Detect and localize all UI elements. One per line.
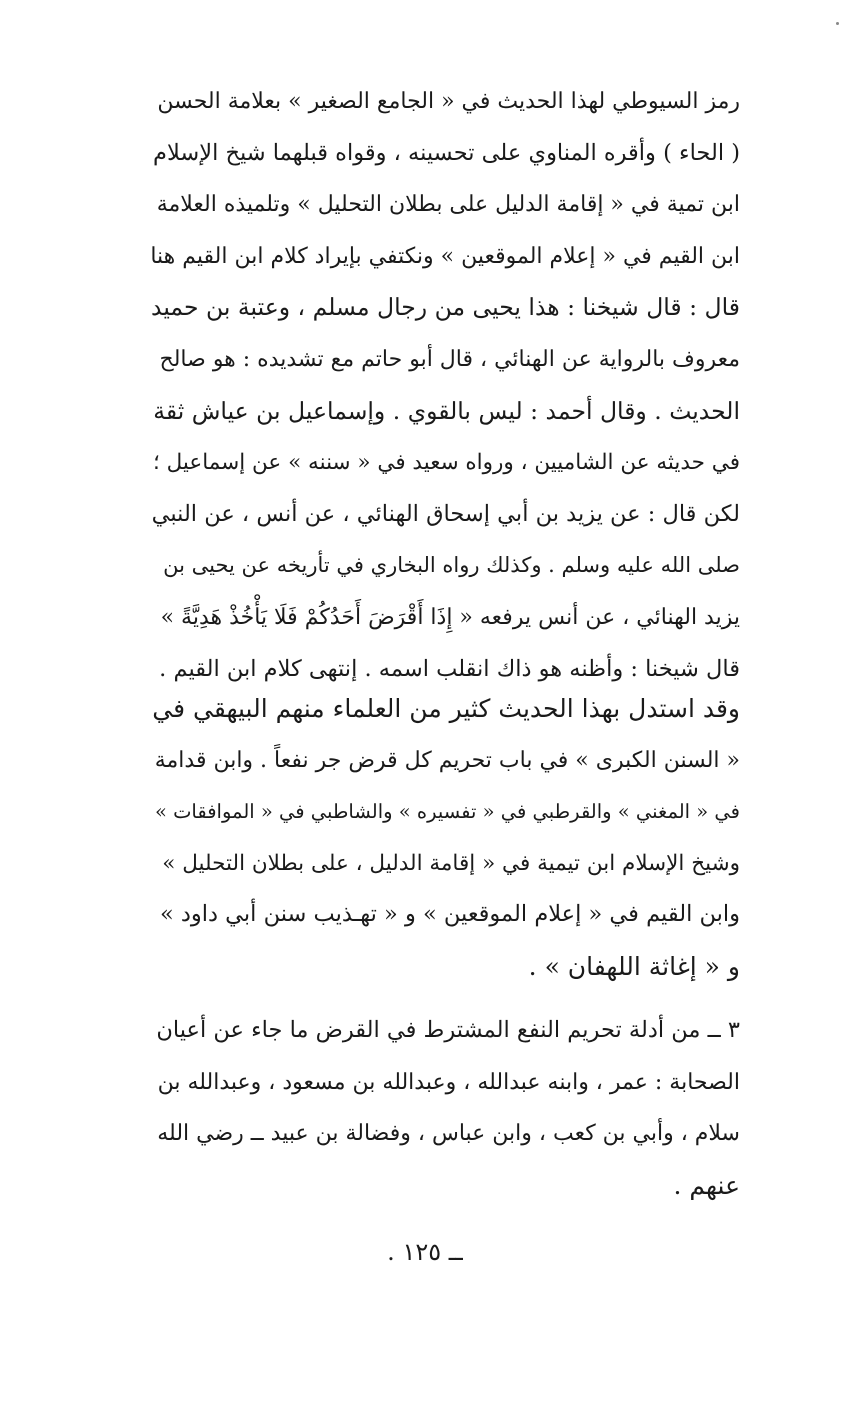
text-line: ( الحاء ) وأقره المناوي على تحسينه ، وقواه قبلهما شيخ الإسلام — [153, 139, 740, 166]
text-line: يزيد الهنائي ، عن أنس يرفعه « إِذَا أَقْرَضَ أَحَدُكُمْ فَلَا يَأْخُذْ هَدِيَّةً » — [160, 604, 740, 630]
text-line: ابن تمية في « إقامة الدليل على بطلان التحليل » وتلميذه العلامة — [156, 192, 740, 218]
text-line: الحديث . وقال أحمد : ليس بالقوي . وإسماعيل بن عياش ثقة — [153, 396, 740, 425]
text-line: رمز السيوطي لهذا الحديث في « الجامع الصغير » بعلامة الحسن — [157, 89, 740, 114]
text-line: في « المغني » والقرطبي في « تفسيره » والشاطبي في « الموافقات » — [154, 800, 740, 824]
text-line: صلى الله عليه وسلم . وكذلك رواه البخاري في تأريخه عن يحيى بن — [163, 553, 740, 578]
text-line: في حديثه عن الشاميين ، ورواه سعيد في « سننه » عن إسماعيل ؛ — [152, 450, 740, 476]
paragraph-2 — [150, 683, 740, 993]
scan-speck — [836, 22, 839, 25]
text-line: قال شيخنا : وأظنه هو ذاك انقلب اسمه . إنتهى كلام ابن القيم . — [159, 655, 740, 682]
paragraph-3 — [150, 1005, 740, 1211]
text-line: معروف بالرواية عن الهنائي ، قال أبو حاتم مع تشديده : هو صالح — [159, 346, 740, 372]
paragraph-1 — [150, 76, 740, 695]
text-line: الصحابة : عمر ، وابنه عبدالله ، وعبدالله بن مسعود ، وعبدالله بن — [157, 1069, 740, 1095]
text-line: ٣ ــ من أدلة تحريم النفع المشترط في القرض ما جاء عن أعيان — [156, 1017, 740, 1043]
text-line: وابن القيم في « إعلام الموقعين » و « تهـذيب سنن أبي داود » — [159, 901, 740, 928]
page-number: ــ ١٢٥ . — [387, 1238, 463, 1266]
text-line: وشيخ الإسلام ابن تيمية في « إقامة الدليل ، على بطلان التحليل » — [162, 850, 740, 876]
text-line: عنهم . — [673, 1170, 740, 1200]
text-line: ابن القيم في « إعلام الموقعين » ونكتفي بإيراد كلام ابن القيم هنا — [150, 243, 740, 269]
text-line: وقد استدل بهذا الحديث كثير من العلماء منهم البيهقي في — [152, 694, 740, 723]
text-line: و « إغاثة اللهفان » . — [528, 951, 740, 981]
text-line: سلام ، وأبي بن كعب ، وابن عباس ، وفضالة بن عبيد ــ رضي الله — [157, 1121, 740, 1147]
text-line: « السنن الكبرى » في باب تحريم كل قرض جر نفعاً . وابن قدامة — [154, 747, 740, 773]
text-line: قال : قال شيخنا : هذا يحيى من رجال مسلم ، وعتبة بن حميد — [151, 293, 740, 322]
text-line: لكن قال : عن يزيد بن أبي إسحاق الهنائي ، عن أنس ، عن النبي — [151, 500, 740, 527]
